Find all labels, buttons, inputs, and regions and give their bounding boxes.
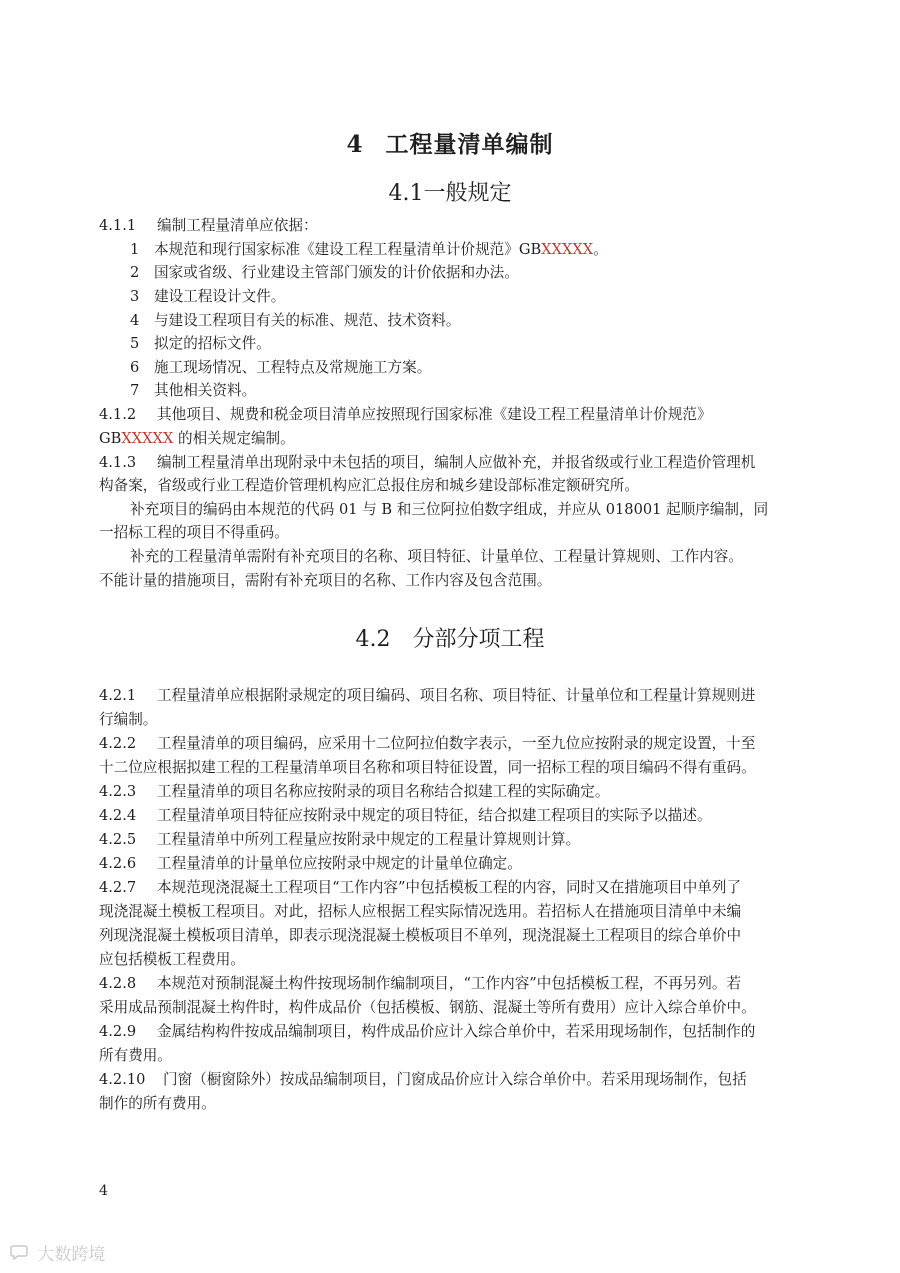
- clause-4-2-10: 4.2.10 门窗（橱窗除外）按成品编制项目，门窗成品价应计入综合单价中。若采用现场制作，包括: [99, 1071, 747, 1088]
- list-item: 7 其他相关资料。: [130, 382, 257, 399]
- section-title-text: 一般规定: [423, 181, 512, 206]
- paragraph-line: 所有费用。: [99, 1047, 172, 1064]
- chapter-number: 4: [346, 131, 364, 158]
- list-item: 1 本规范和现行国家标准《建设工程工程量清单计价规范》GBXXXXX。: [130, 241, 608, 258]
- paragraph-line: 行编制。: [99, 711, 158, 728]
- clause-number: 4.1.2: [99, 406, 137, 423]
- clause-number: 4.2.9: [99, 1023, 137, 1040]
- paragraph-line: 列现浇混凝土模板项目清单，即表示现浇混凝土模板项目不单列，现浇混凝土工程项目的综合单价中: [99, 927, 742, 944]
- clause-number: 4.2.1: [99, 687, 137, 704]
- paragraph-line: 制作的所有费用。: [99, 1095, 216, 1112]
- clause-number: 4.2.5: [99, 831, 137, 848]
- clause-number: 4.2.2: [99, 735, 137, 752]
- clause-number: 4.1.3: [99, 454, 137, 471]
- paragraph-line: 构备案，省级或行业工程造价管理机构应汇总报住房和城乡建设部标准定额研究所。: [99, 477, 639, 494]
- placeholder-code: XXXXX: [121, 430, 174, 447]
- page-number: 4: [99, 1183, 108, 1199]
- watermark: [10, 1240, 105, 1265]
- clause-4-2-5: 4.2.5 工程量清单中所列工程量应按附录中规定的工程量计算规则计算。: [99, 831, 581, 848]
- clause-4-1-2: 4.1.2 其他项目、规费和税金项目清单应按照现行国家标准《建设工程工程量清单计价规范》: [99, 406, 712, 423]
- clause-number: 4.1.1: [99, 217, 137, 234]
- chapter-title: [0, 126, 900, 159]
- section-number: 4.2: [355, 627, 391, 652]
- paragraph-line: 补充项目的编码由本规范的代码 01 与 B 和三位阿拉伯数字组成，并应从 018001 起顺序编制，同: [130, 501, 769, 518]
- clause-4-2-3: 4.2.3 工程量清单的项目名称应按附录的项目名称结合拟建工程的实际确定。: [99, 783, 610, 800]
- paragraph-line: 应包括模板工程费用。: [99, 951, 245, 968]
- paragraph-line: 十二位应根据拟建工程的工程量清单项目名称和项目特征设置，同一招标工程的项目编码不得有重码。: [99, 759, 756, 776]
- clause-number: 4.2.6: [99, 855, 137, 872]
- clause-text: 编制工程量清单应依据：: [157, 217, 318, 234]
- section-title-4-1: [0, 176, 900, 207]
- clause-4-2-1: 4.2.1 工程量清单应根据附录规定的项目编码、项目名称、项目特征、计量单位和工程量计算规则进: [99, 687, 756, 704]
- list-item: 4 与建设工程项目有关的标准、规范、技术资料。: [130, 312, 461, 329]
- list-item: 6 施工现场情况、工程特点及常规施工方案。: [130, 359, 432, 376]
- clause-4-1-3: 4.1.3 编制工程量清单出现附录中未包括的项目，编制人应做补充，并报省级或行业工程造价管理机: [99, 454, 756, 471]
- clause-number: 4.2.7: [99, 879, 137, 896]
- list-item: 3 建设工程设计文件。: [130, 288, 286, 305]
- list-item: 2 国家或省级、行业建设主管部门颁发的计价依据和办法。: [130, 264, 519, 281]
- paragraph-line: 采用成品预制混凝土构件时，构件成品价（包括模板、钢筋、混凝土等所有费用）应计入综合单价中。: [99, 999, 756, 1016]
- watermark-text: 大数跨境: [37, 1245, 106, 1265]
- clause-4-1-2-cont: GBXXXXX 的相关规定编制。: [99, 430, 295, 447]
- section-number: 4.1: [388, 181, 424, 206]
- clause-number: 4.2.4: [99, 807, 137, 824]
- paragraph-line: 不能计量的措施项目，需附有补充项目的名称、工作内容及包含范围。: [99, 572, 552, 589]
- clause-number: 4.2.10: [99, 1071, 146, 1088]
- clause-4-2-8: 4.2.8 本规范对预制混凝土构件按现场制作编制项目，“工作内容”中包括模板工程，不再另列。若: [99, 975, 742, 992]
- clause-4-2-4: 4.2.4 工程量清单项目特征应按附录中规定的项目特征，结合拟建工程项目的实际予以描述。: [99, 807, 712, 824]
- section-title-4-2: [0, 622, 900, 653]
- paragraph-line: 补充的工程量清单需附有补充项目的名称、项目特征、计量单位、工程量计算规则、工作内容。: [130, 548, 743, 565]
- chapter-title-text: 工程量清单编制: [385, 131, 554, 158]
- clause-4-2-6: 4.2.6 工程量清单的计量单位应按附录中规定的计量单位确定。: [99, 855, 522, 872]
- paragraph-line: 一招标工程的项目不得重码。: [99, 524, 289, 541]
- clause-4-2-2: 4.2.2 工程量清单的项目编码，应采用十二位阿拉伯数字表示，一至九位应按附录的规定设置，十至: [99, 735, 756, 752]
- clause-number: 4.2.3: [99, 783, 137, 800]
- clause-4-2-7: 4.2.7 本规范现浇混凝土工程项目“工作内容”中包括模板工程的内容，同时又在措施项目中单列了: [99, 879, 742, 896]
- chat-bubble-icon: [10, 1245, 33, 1265]
- section-title-text: 分部分项工程: [412, 627, 545, 652]
- paragraph-line: 现浇混凝土模板工程项目。对此，招标人应根据工程实际情况选用。若招标人在措施项目清单中未编: [99, 903, 742, 920]
- clause-4-1-1: [99, 217, 804, 235]
- list-item: 5 拟定的招标文件。: [130, 335, 271, 352]
- placeholder-code: XXXXX: [541, 241, 594, 258]
- clause-number: 4.2.8: [99, 975, 137, 992]
- clause-4-2-9: 4.2.9 金属结构构件按成品编制项目，构件成品价应计入综合单价中，若采用现场制作，包括制作的: [99, 1023, 756, 1040]
